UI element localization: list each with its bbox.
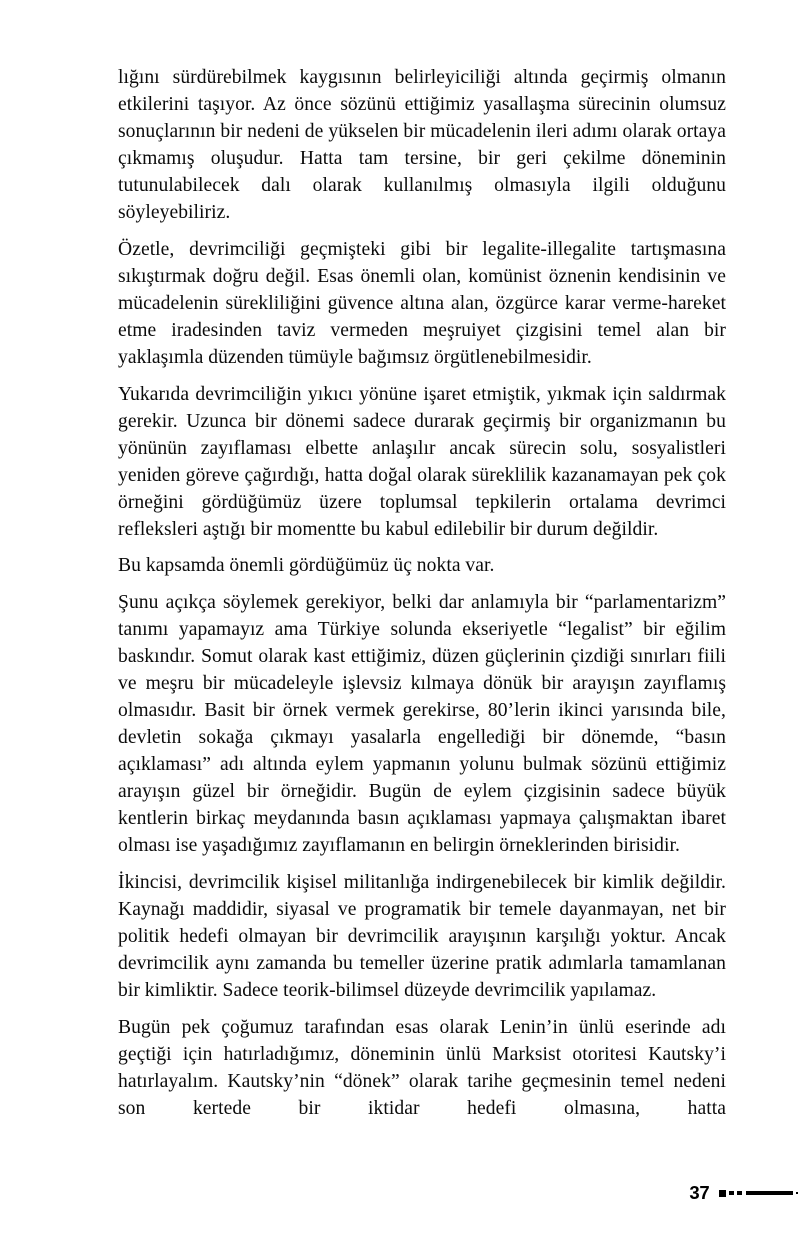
- paragraph: Yukarıda devrimciliğin yıkıcı yönüne işaret etmiştik, yıkmak için saldırmak gerekir. Uzunca bir dönemi sadece durarak geçirmiş bir organizmanın bu yönünün zayıflaması elbette anlaşılır ancak sürecin solu, sosyalistleri yeniden göreve çağırdığı, hatta doğal olarak süreklilik kazanamayan pek çok örneğini gördüğümüz üzere toplumsal tepkilerin ortalama devrimci refleksleri aştığı bir momentte bu kabul edilebilir bir durum değildir.: [118, 383, 726, 540]
- paragraph: İkincisi, devrimcilik kişisel militanlığa indirgenebilecek bir kimlik değildir. Kaynağı maddidir, siyasal ve programatik bir temele dayanmayan, net bir politik hedefi olmayan bir devrimcilik arayışının karşılığı yoktur. Ancak devrimcilik aynı zamanda bu temeller üzerine pratik adımlarla tamamlanan bir kimliktir. Sadece teorik-bilimsel düzeyde devrimcilik yapılamaz.: [118, 871, 726, 1001]
- ornament-rule: [746, 1191, 793, 1195]
- ornament-square-small-1: [729, 1191, 734, 1196]
- paragraph: Bu kapsamda önemli gördüğümüz üç nokta var.: [118, 555, 495, 577]
- page-footer: [689, 1182, 798, 1204]
- ornament-square-large: [719, 1190, 726, 1197]
- paragraph: Özetle, devrimciliği geçmişteki gibi bir legalite-illegalite tartışmasına sıkıştırmak doğru değil. Esas önemli olan, komünist öznenin kendisinin ve mücadelenin sürekliliğini güvence altına alan, özgürce karar verme-hareket etme iradesinden taviz vermeden meşruiyet çizgisini temel alan bir yaklaşımla düzenden tümüyle bağımsız örgütlenebilmesidir.: [118, 238, 726, 368]
- square-dot-rule-ornament: [719, 1190, 798, 1197]
- paragraph: lığını sürdürebilmek kaygısının belirleyiciliği altında geçirmiş olmanın etkilerini taşıyor. Az önce sözünü ettiğimiz yasallaşma sürecinin olumsuz sonuçlarının bir nedeni de yükselen bir mücadelenin ileri adımı olarak ortaya çıkmamış oluşudur. Hatta tam tersine, bir geri çekilme döneminin tutunulabilecek dalı olarak kullanılmış olmasıyla ilgili olduğunu söyleyebiliriz.: [118, 67, 726, 224]
- paragraph: Bugün pek çoğumuz tarafından esas olarak Lenin’in ünlü eserinde adı geçtiği için hatırladığımız, döneminin ünlü Marksist otoritesi Kautsky’i hatırlayalım. Kautsky’nin “dönek” olarak tarihe geçmesinin temel nedeni son kertede bir iktidar hedefi olmasına, hatta: [118, 1016, 726, 1119]
- body-text-column: [118, 64, 726, 1122]
- paragraph: Şunu açıkça söylemek gerekiyor, belki dar anlamıyla bir “parlamentarizm” tanımı yapamayız ama Türkiye solunda ekseriyetle “legalist” bir eğilim baskındır. Somut olarak kast ettiğimiz, düzen güçlerinin çizdiği sınırları fiili ve meşru bir mücadeleyle işlevsiz kılmaya dönük bir arayışın zayıflamış olmasıdır. Basit bir örnek vermek gerekirse, 80’lerin ikinci yarısında bile, devletin sokağa çıkmayı yasalarla engellediği bir dönemde, “basın açıklaması” adı altında eylem yapmanın yolunu bulmak sözünü ettiğimiz arayışın güzel bir örneğidir. Bugün de eylem çizgisinin sadece büyük kentlerin birkaç meydanında basın açıklaması yapmaya çalışmaktan ibaret olması ise yaşadığımız zayıflamanın en belirgin örneklerinden birisidir.: [118, 591, 726, 857]
- ornament-square-small-2: [737, 1191, 742, 1196]
- page-number: 37: [689, 1181, 710, 1203]
